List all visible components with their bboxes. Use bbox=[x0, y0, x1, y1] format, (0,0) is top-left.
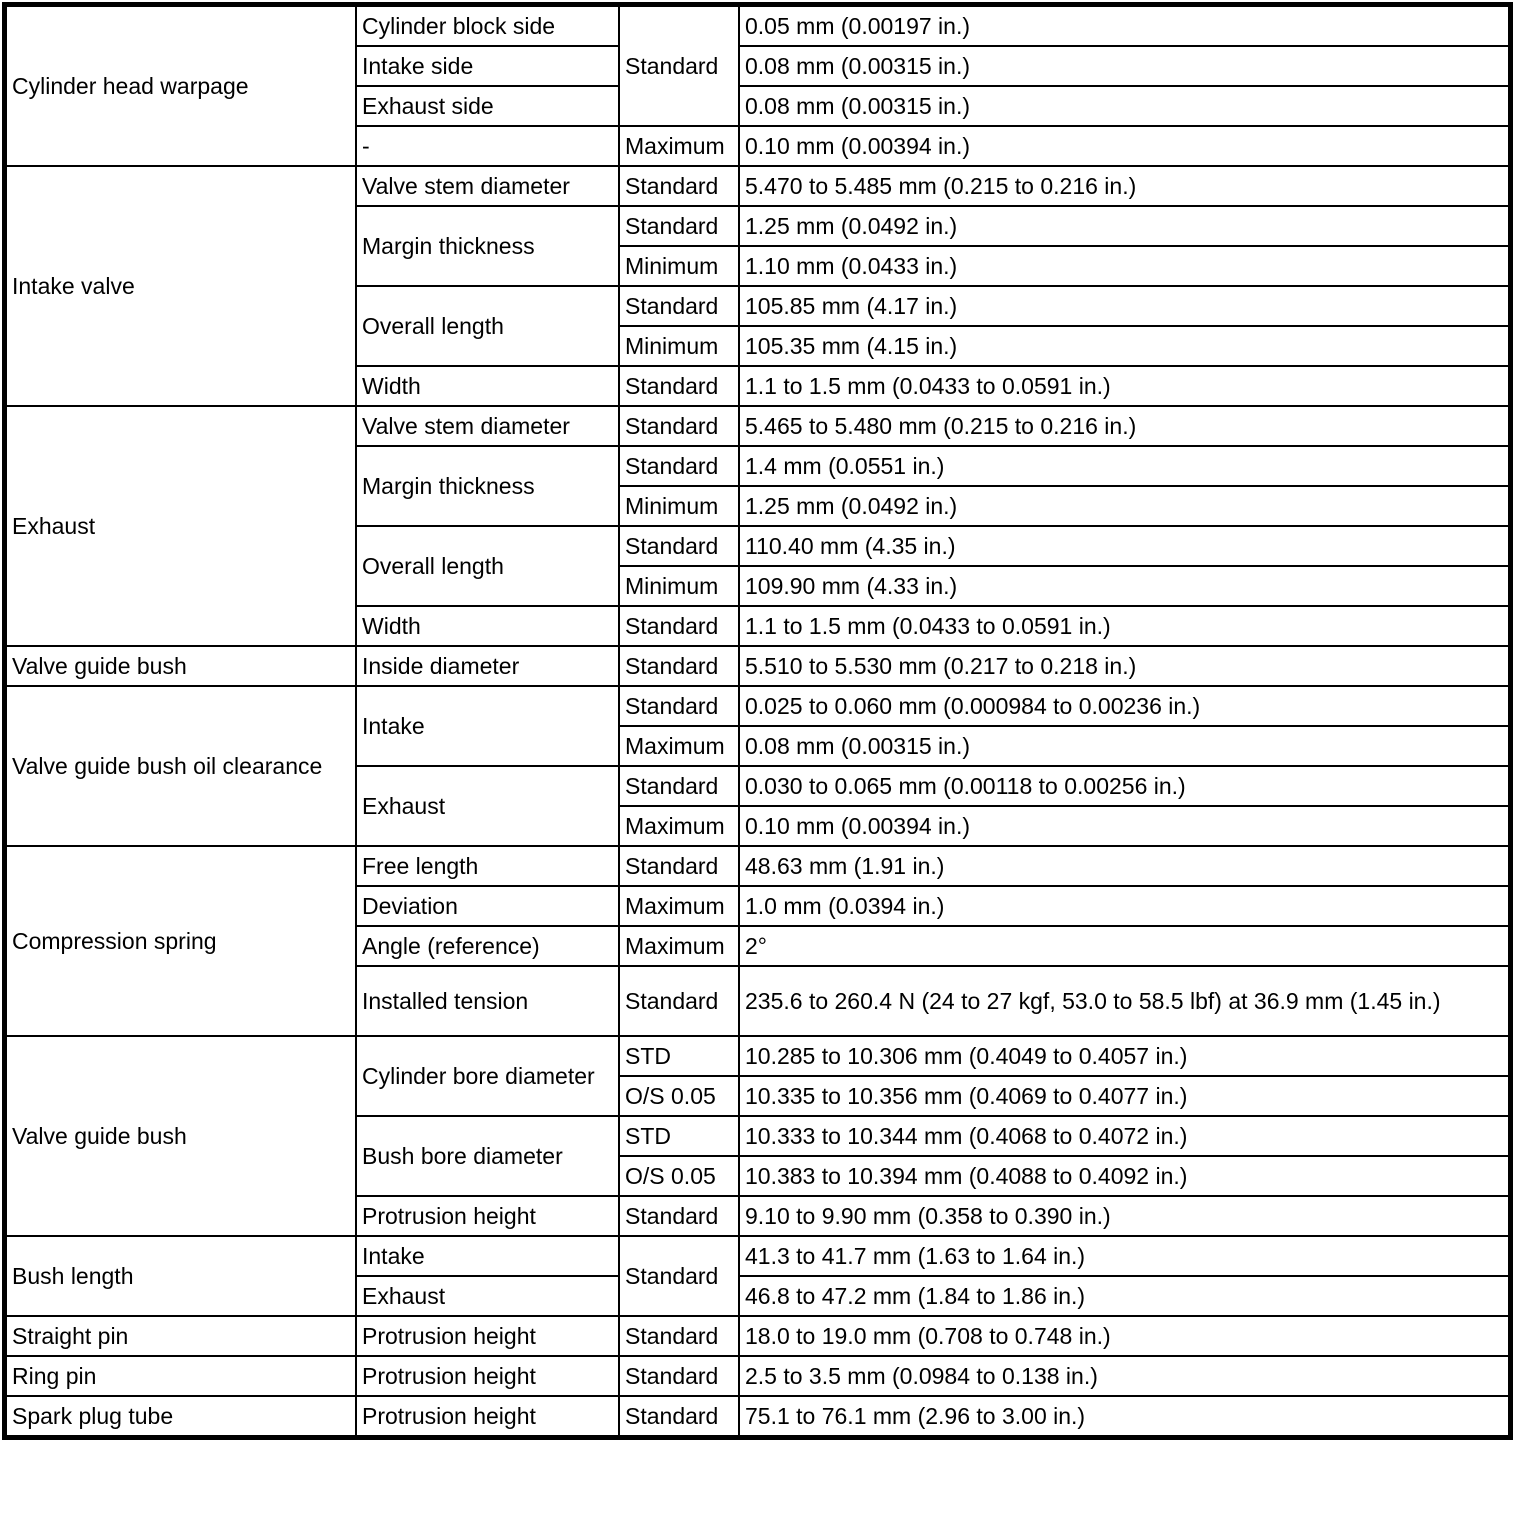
item-cell: Free length bbox=[356, 846, 619, 886]
table-row bbox=[6, 686, 1509, 726]
item-cell: Intake bbox=[356, 1236, 619, 1276]
item-cell: Intake side bbox=[356, 46, 619, 86]
type-cell: Minimum bbox=[619, 246, 739, 286]
type-cell: Standard bbox=[619, 1316, 739, 1356]
value-cell: 2.5 to 3.5 mm (0.0984 to 0.138 in.) bbox=[739, 1356, 1509, 1396]
item-cell: Margin thickness bbox=[356, 206, 619, 286]
group-name: Valve guide bush bbox=[6, 646, 356, 686]
table-row bbox=[6, 846, 1509, 886]
item-cell: Installed tension bbox=[356, 966, 619, 1036]
item-cell: Width bbox=[356, 606, 619, 646]
value-cell: 1.1 to 1.5 mm (0.0433 to 0.0591 in.) bbox=[739, 366, 1509, 406]
type-cell: Minimum bbox=[619, 486, 739, 526]
item-cell: Exhaust side bbox=[356, 86, 619, 126]
value-cell: 0.10 mm (0.00394 in.) bbox=[739, 806, 1509, 846]
item-cell: Intake bbox=[356, 686, 619, 766]
value-cell: 5.510 to 5.530 mm (0.217 to 0.218 in.) bbox=[739, 646, 1509, 686]
spec-table bbox=[5, 5, 1510, 1437]
value-cell: 10.335 to 10.356 mm (0.4069 to 0.4077 in.) bbox=[739, 1076, 1509, 1116]
type-cell: Standard bbox=[619, 406, 739, 446]
value-cell: 48.63 mm (1.91 in.) bbox=[739, 846, 1509, 886]
type-cell: Standard bbox=[619, 766, 739, 806]
type-cell: Maximum bbox=[619, 806, 739, 846]
type-cell: Standard bbox=[619, 526, 739, 566]
type-cell: Minimum bbox=[619, 326, 739, 366]
value-cell: 2° bbox=[739, 926, 1509, 966]
value-cell: 0.08 mm (0.00315 in.) bbox=[739, 726, 1509, 766]
item-cell: Width bbox=[356, 366, 619, 406]
value-cell: 41.3 to 41.7 mm (1.63 to 1.64 in.) bbox=[739, 1236, 1509, 1276]
value-cell: 0.10 mm (0.00394 in.) bbox=[739, 126, 1509, 166]
type-cell: Standard bbox=[619, 286, 739, 326]
value-cell: 1.10 mm (0.0433 in.) bbox=[739, 246, 1509, 286]
type-cell: Minimum bbox=[619, 566, 739, 606]
item-cell: Exhaust bbox=[356, 766, 619, 846]
group-name: Cylinder head warpage bbox=[6, 6, 356, 166]
group-name: Valve guide bush oil clearance bbox=[6, 686, 356, 846]
table-row bbox=[6, 1316, 1509, 1356]
type-cell: Maximum bbox=[619, 886, 739, 926]
type-cell: Standard bbox=[619, 1196, 739, 1236]
type-cell: Standard bbox=[619, 446, 739, 486]
value-cell: 0.025 to 0.060 mm (0.000984 to 0.00236 in.) bbox=[739, 686, 1509, 726]
group-name: Compression spring bbox=[6, 846, 356, 1036]
type-cell: Standard bbox=[619, 606, 739, 646]
item-cell: Deviation bbox=[356, 886, 619, 926]
value-cell: 1.1 to 1.5 mm (0.0433 to 0.0591 in.) bbox=[739, 606, 1509, 646]
table-row bbox=[6, 1036, 1509, 1076]
value-cell: 0.08 mm (0.00315 in.) bbox=[739, 86, 1509, 126]
value-cell: 235.6 to 260.4 N (24 to 27 kgf, 53.0 to 58.5 lbf) at 36.9 mm (1.45 in.) bbox=[739, 966, 1509, 1036]
value-cell: 1.0 mm (0.0394 in.) bbox=[739, 886, 1509, 926]
value-cell: 18.0 to 19.0 mm (0.708 to 0.748 in.) bbox=[739, 1316, 1509, 1356]
value-cell: 1.25 mm (0.0492 in.) bbox=[739, 206, 1509, 246]
value-cell: 0.05 mm (0.00197 in.) bbox=[739, 6, 1509, 46]
value-cell: 105.85 mm (4.17 in.) bbox=[739, 286, 1509, 326]
type-cell: Standard bbox=[619, 1236, 739, 1316]
type-cell: Standard bbox=[619, 206, 739, 246]
type-cell: Maximum bbox=[619, 926, 739, 966]
type-cell: STD bbox=[619, 1036, 739, 1076]
type-cell: O/S 0.05 bbox=[619, 1156, 739, 1196]
table-row bbox=[6, 1356, 1509, 1396]
type-cell: Standard bbox=[619, 646, 739, 686]
type-cell: Maximum bbox=[619, 126, 739, 166]
value-cell: 46.8 to 47.2 mm (1.84 to 1.86 in.) bbox=[739, 1276, 1509, 1316]
table-row bbox=[6, 6, 1509, 46]
type-cell: Standard bbox=[619, 6, 739, 126]
value-cell: 9.10 to 9.90 mm (0.358 to 0.390 in.) bbox=[739, 1196, 1509, 1236]
item-cell: Valve stem diameter bbox=[356, 406, 619, 446]
table-row bbox=[6, 1396, 1509, 1436]
group-name: Exhaust bbox=[6, 406, 356, 646]
type-cell: Standard bbox=[619, 846, 739, 886]
item-cell: Angle (reference) bbox=[356, 926, 619, 966]
item-cell: Protrusion height bbox=[356, 1396, 619, 1436]
type-cell: Maximum bbox=[619, 726, 739, 766]
type-cell: Standard bbox=[619, 686, 739, 726]
type-cell: Standard bbox=[619, 166, 739, 206]
value-cell: 109.90 mm (4.33 in.) bbox=[739, 566, 1509, 606]
value-cell: 10.333 to 10.344 mm (0.4068 to 0.4072 in.) bbox=[739, 1116, 1509, 1156]
value-cell: 5.470 to 5.485 mm (0.215 to 0.216 in.) bbox=[739, 166, 1509, 206]
item-cell: - bbox=[356, 126, 619, 166]
value-cell: 1.4 mm (0.0551 in.) bbox=[739, 446, 1509, 486]
value-cell: 5.465 to 5.480 mm (0.215 to 0.216 in.) bbox=[739, 406, 1509, 446]
group-name: Spark plug tube bbox=[6, 1396, 356, 1436]
type-cell: Standard bbox=[619, 366, 739, 406]
item-cell: Valve stem diameter bbox=[356, 166, 619, 206]
value-cell: 0.030 to 0.065 mm (0.00118 to 0.00256 in.) bbox=[739, 766, 1509, 806]
value-cell: 0.08 mm (0.00315 in.) bbox=[739, 46, 1509, 86]
value-cell: 10.285 to 10.306 mm (0.4049 to 0.4057 in.) bbox=[739, 1036, 1509, 1076]
item-cell: Cylinder bore diameter bbox=[356, 1036, 619, 1116]
group-name: Intake valve bbox=[6, 166, 356, 406]
type-cell: STD bbox=[619, 1116, 739, 1156]
type-cell: O/S 0.05 bbox=[619, 1076, 739, 1116]
group-name: Bush length bbox=[6, 1236, 356, 1316]
value-cell: 75.1 to 76.1 mm (2.96 to 3.00 in.) bbox=[739, 1396, 1509, 1436]
item-cell: Inside diameter bbox=[356, 646, 619, 686]
item-cell: Protrusion height bbox=[356, 1356, 619, 1396]
type-cell: Standard bbox=[619, 1396, 739, 1436]
table-row bbox=[6, 646, 1509, 686]
type-cell: Standard bbox=[619, 966, 739, 1036]
item-cell: Cylinder block side bbox=[356, 6, 619, 46]
type-cell: Standard bbox=[619, 1356, 739, 1396]
group-name: Straight pin bbox=[6, 1316, 356, 1356]
table-row bbox=[6, 166, 1509, 206]
item-cell: Exhaust bbox=[356, 1276, 619, 1316]
item-cell: Bush bore diameter bbox=[356, 1116, 619, 1196]
item-cell: Protrusion height bbox=[356, 1316, 619, 1356]
value-cell: 10.383 to 10.394 mm (0.4088 to 0.4092 in.) bbox=[739, 1156, 1509, 1196]
item-cell: Overall length bbox=[356, 286, 619, 366]
table-row bbox=[6, 406, 1509, 446]
table-row bbox=[6, 1236, 1509, 1276]
item-cell: Overall length bbox=[356, 526, 619, 606]
value-cell: 105.35 mm (4.15 in.) bbox=[739, 326, 1509, 366]
value-cell: 110.40 mm (4.35 in.) bbox=[739, 526, 1509, 566]
value-cell: 1.25 mm (0.0492 in.) bbox=[739, 486, 1509, 526]
item-cell: Protrusion height bbox=[356, 1196, 619, 1236]
group-name: Ring pin bbox=[6, 1356, 356, 1396]
item-cell: Margin thickness bbox=[356, 446, 619, 526]
group-name: Valve guide bush bbox=[6, 1036, 356, 1236]
